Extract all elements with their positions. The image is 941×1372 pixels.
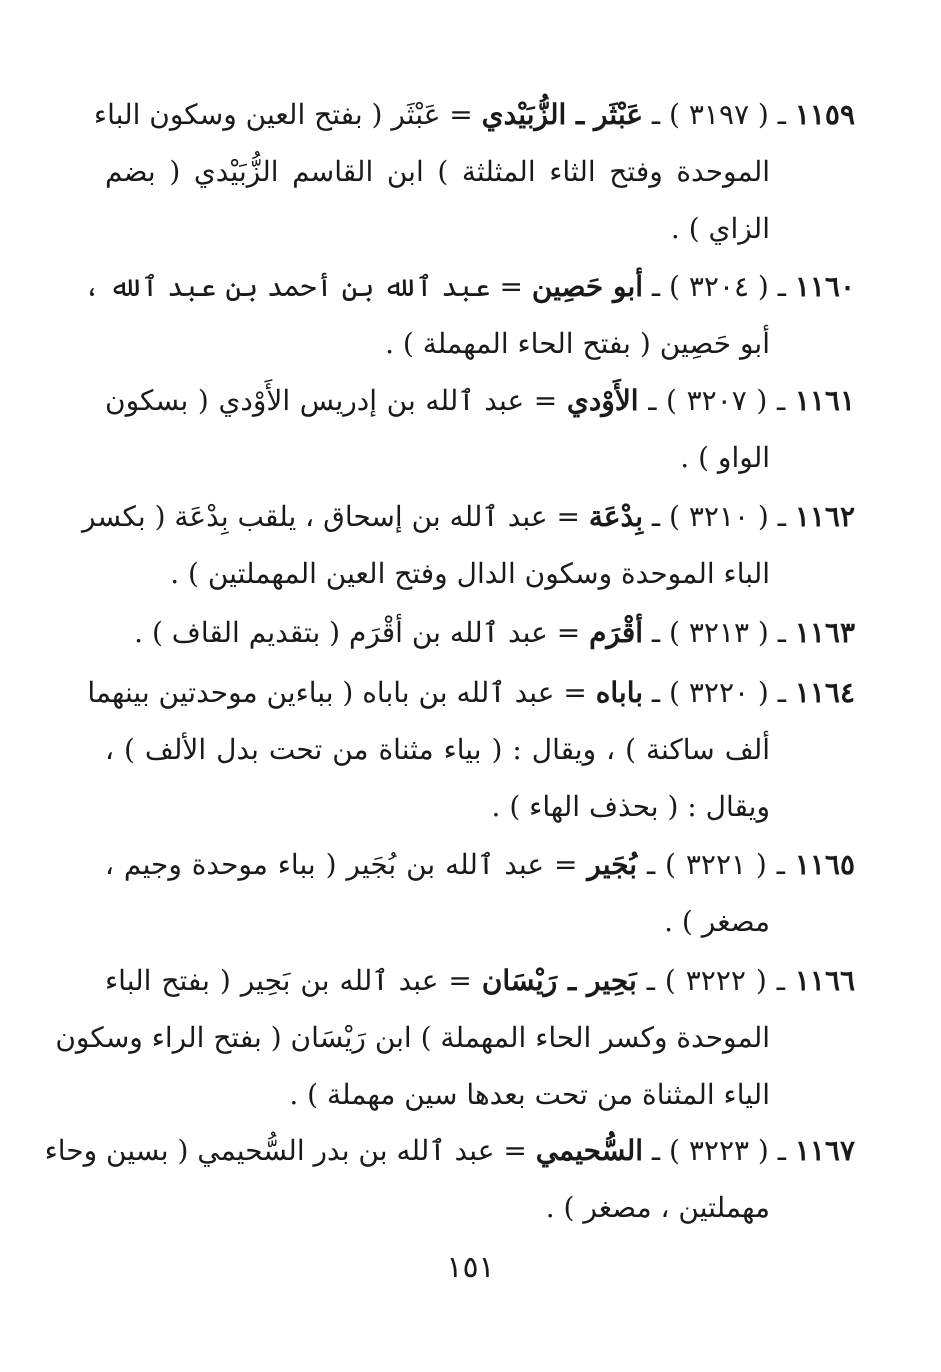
entry-line: الياء المثناة من تحت بعدها سين مهملة ) . <box>289 1078 770 1111</box>
entry-reference: ـ ( ٣٢٢١ ) ـ <box>637 848 795 881</box>
entry-number: ١١٦١ <box>794 384 855 417</box>
entry-name: أقْرَم <box>589 616 644 649</box>
entry-1161 <box>105 372 855 486</box>
entry-reference: ـ ( ٣٢٢٣ ) ـ <box>643 1134 795 1167</box>
entry-number: ١١٦٧ <box>794 1134 855 1167</box>
entry-name: باباه <box>595 676 644 709</box>
entry-line: الموحدة وفتح الثاء المثلثة ) ابن القاسم الزُّبَيْدي ( بضم <box>105 155 770 188</box>
entry-1163 <box>105 604 855 661</box>
entry-name: بُجَير <box>587 848 638 881</box>
entry-line: الواو ) . <box>680 441 770 474</box>
entry-number: ١١٦٥ <box>794 848 855 881</box>
entry-text: = عبد ٱلله بن بَحِير ( بفتح الباء <box>105 964 482 997</box>
entry-line: الباء الموحدة وسكون الدال وفتح العين المهملتين ) . <box>170 557 770 590</box>
entry-line: الموحدة وكسر الحاء المهملة ) ابن رَيْسَان ( بفتح الراء وسكون <box>55 1021 770 1054</box>
entry-reference: ـ ( ٣٢٢٢ ) ـ <box>636 964 795 997</box>
entry-name: بِدْعَة <box>588 500 644 533</box>
entry-number: ١١٦٦ <box>794 964 856 997</box>
entry-first-line <box>93 86 855 143</box>
entry-reference: ـ ( ٣٢٠٧ ) ـ <box>638 384 795 417</box>
entry-1165 <box>105 836 855 950</box>
entry-reference: ـ ( ٣٢١٠ ) ـ <box>643 500 795 533</box>
entry-line: ويقال : ( بحذف الهاء ) . <box>491 790 770 823</box>
entry-first-line <box>105 836 855 893</box>
entry-number: ١١٦٢ <box>794 500 855 533</box>
entry-reference: ـ ( ٣٢٠٤ ) ـ <box>643 270 795 303</box>
entry-1166 <box>55 952 856 1123</box>
entry-first-line <box>44 1122 855 1179</box>
entry-1160 <box>83 258 855 372</box>
entry-first-line <box>87 664 855 721</box>
entry-number: ١١٦٣ <box>794 616 855 649</box>
entry-text: = عبد ٱلله بن بدر السُّحيمي ( بسين وحاء <box>44 1134 536 1167</box>
entry-first-line <box>105 372 855 429</box>
entry-1159 <box>93 86 855 257</box>
entry-line: ألف ساكنة ) ، ويقال : ( بياء مثناة من تحت بدل الألف ) ، <box>105 733 770 766</box>
entry-1167 <box>44 1122 855 1236</box>
entry-first-line <box>105 952 855 1009</box>
entry-text: = عَبْثَر ( بفتح العين وسكون الباء <box>93 98 482 131</box>
entry-number: ١١٥٩ <box>794 98 855 131</box>
entry-number: ١١٦٤ <box>794 676 855 709</box>
entry-text: = عبد ٱلله بن باباه ( بباءين موحدتين بينهما <box>87 676 596 709</box>
entry-reference: ـ ( ٣١٩٧ ) ـ <box>643 98 795 131</box>
entry-number: ١١٦٠ <box>794 270 855 303</box>
entry-text: = عبد ٱلله بن إدريس الأَوْدي ( بسكون <box>105 384 567 417</box>
entry-text: = عبد ٱلله بن أقْرَم ( بتقديم القاف ) . <box>134 616 590 649</box>
entry-line: الزاي ) . <box>670 212 770 245</box>
entry-first-line <box>105 604 855 661</box>
entry-line: مصغر ) . <box>664 905 770 938</box>
entry-name: السُّحيمي <box>535 1134 644 1167</box>
entry-name: بَحِير ـ رَيْسَان <box>481 964 637 997</box>
entry-text: = عبد ٱلله بن أحمد بن عبد ٱلله ، <box>83 270 532 303</box>
entry-line: مهملتين ، مصغر ) . <box>545 1191 770 1224</box>
entry-reference: ـ ( ٣٢٢٠ ) ـ <box>643 676 795 709</box>
entry-first-line <box>82 488 855 545</box>
page-number: ١٥١ <box>446 1250 495 1285</box>
entry-text: = عبد ٱلله بن بُجَير ( بباء موحدة وجيم ، <box>105 848 588 881</box>
entry-first-line <box>83 258 855 315</box>
entry-text: = عبد ٱلله بن إسحاق ، يلقب بِدْعَة ( بكسر <box>82 500 589 533</box>
entry-1164 <box>87 664 855 835</box>
entry-line: أبو حَصِين ( بفتح الحاء المهملة ) . <box>385 327 770 360</box>
entry-name: الأَوْدي <box>566 384 639 417</box>
entry-1162 <box>82 488 855 602</box>
entry-reference: ـ ( ٣٢١٣ ) ـ <box>643 616 795 649</box>
entry-name: عَبْثَر ـ الزُّبَيْدي <box>481 98 644 131</box>
entry-name: أبو حَصِين <box>531 270 644 303</box>
